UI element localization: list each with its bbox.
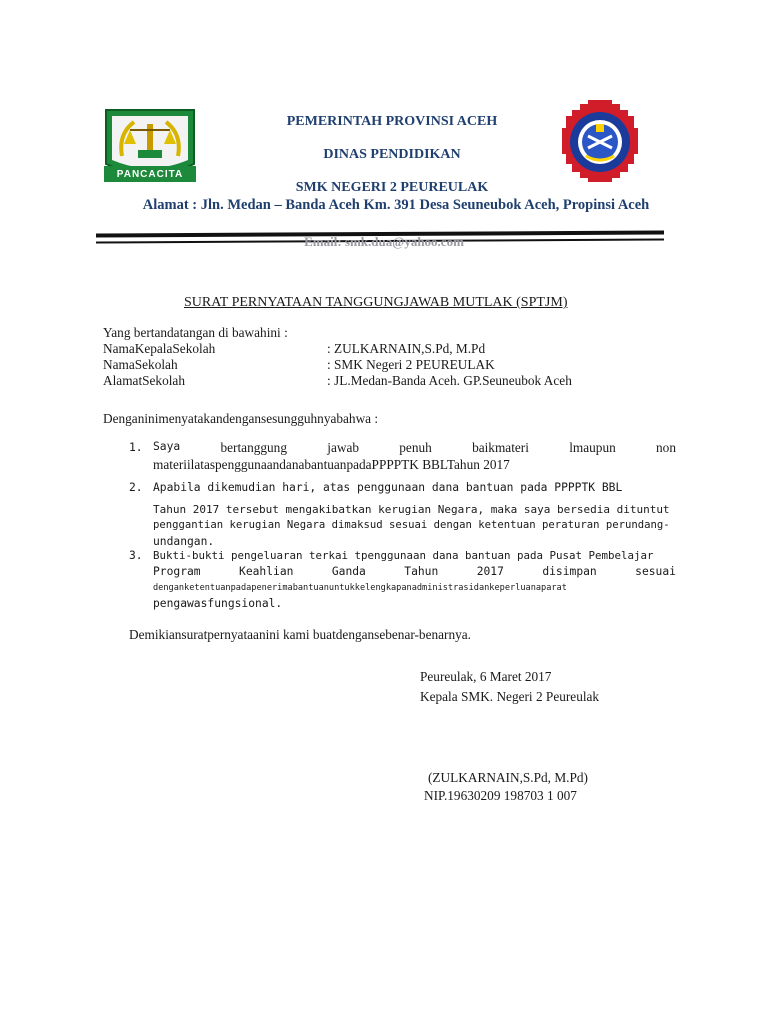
- field-label-address: AlamatSekolah: [103, 373, 185, 388]
- signatory-name: (ZULKARNAIN,S.Pd, M.Pd): [428, 770, 588, 785]
- header-address: Alamat : Jln. Medan – Banda Aceh Km. 391 Desa Seuneubok Aceh, Propinsi Aceh: [142, 197, 650, 213]
- item-3-line-4: pengawasfungsional.: [153, 597, 283, 610]
- item-3-word: 2017: [476, 565, 504, 578]
- item-2-line-2: Tahun 2017 tersebut mengakibatkan kerugian Negara, maka saya bersedia dituntut: [153, 503, 670, 516]
- item-2-line-3: penggantian kerugian Negara dimaksud sesuai dengan ketentuan peraturan perundang-: [153, 519, 670, 531]
- field-value-address: : JL.Medan-Banda Aceh. GP.Seuneubok Aceh: [327, 373, 572, 388]
- item-1-word: Saya: [153, 440, 181, 453]
- item-3-word: Tahun: [404, 565, 439, 578]
- intro-text: Yang bertandatangan di bawahini :: [103, 325, 288, 340]
- item-3-word: Program: [153, 565, 201, 578]
- item-3-line-2: [153, 565, 676, 578]
- header-email: Email: smk.dua@yahoo.com: [304, 234, 464, 249]
- school-logo: [558, 98, 642, 184]
- field-label-principal: NamaKepalaSekolah: [103, 341, 216, 356]
- closing-text: Demikiansuratpernyataanini kami buatdengansebenar-benarnya.: [129, 627, 471, 642]
- item-1-word: baikmateri: [472, 440, 529, 455]
- signatory-nip: NIP.19630209 198703 1 007: [424, 788, 577, 803]
- item-3-word: sesuai: [635, 565, 676, 578]
- item-1-line-2: materiilataspenggunaandanabantuanpadaPPPPTK BBLTahun 2017: [153, 457, 510, 472]
- item-1-word: jawab: [327, 440, 359, 455]
- field-value-school: : SMK Negeri 2 PEUREULAK: [327, 357, 495, 372]
- item-1-word: lmaupun: [569, 440, 616, 455]
- header-government: PEMERINTAH PROVINSI ACEH: [286, 114, 498, 129]
- item-1-word: bertanggung: [220, 440, 287, 455]
- item-1-number: 1.: [129, 441, 143, 454]
- document-title: SURAT PERNYATAAN TANGGUNGJAWAB MUTLAK (SPTJM): [184, 295, 568, 310]
- item-2-number: 2.: [129, 481, 143, 494]
- place-date: Peureulak, 6 Maret 2017: [420, 669, 552, 684]
- item-2-line-4: undangan.: [153, 535, 215, 548]
- header-department: DINAS PENDIDIKAN: [323, 147, 461, 162]
- item-1-line-1: [153, 440, 676, 456]
- header-school-name: SMK NEGERI 2 PEUREULAK: [295, 180, 489, 195]
- item-3-word: Keahlian: [239, 565, 294, 578]
- item-3-word: disimpan: [542, 565, 597, 578]
- item-2-line-1: Apabila dikemudian hari, atas penggunaan dana bantuan pada PPPPTK BBL: [153, 481, 623, 494]
- logo-caption: PANCACITA: [116, 169, 184, 180]
- item-1-word: non: [656, 440, 676, 455]
- field-value-principal: : ZULKARNAIN,S.Pd, M.Pd: [327, 341, 486, 356]
- item-1-word: penuh: [399, 440, 432, 455]
- statement-text: Denganinimenyatakandengansesungguhnyabahwa :: [103, 411, 379, 426]
- item-3-line-3: denganketentuanpadapenerimabantuanuntukkelengkapanadministrasidankeperluanaparat: [153, 583, 567, 593]
- school-emblem-icon: [558, 98, 642, 184]
- signatory-position: Kepala SMK. Negeri 2 Peureulak: [420, 689, 600, 704]
- item-3-word: Ganda: [331, 565, 366, 578]
- field-label-school: NamaSekolah: [103, 357, 178, 372]
- item-3-line-1: Bukti-bukti pengeluaran terkai tpenggunaan dana bantuan pada Pusat Pembelajar: [153, 549, 654, 562]
- item-3-number: 3.: [129, 549, 143, 562]
